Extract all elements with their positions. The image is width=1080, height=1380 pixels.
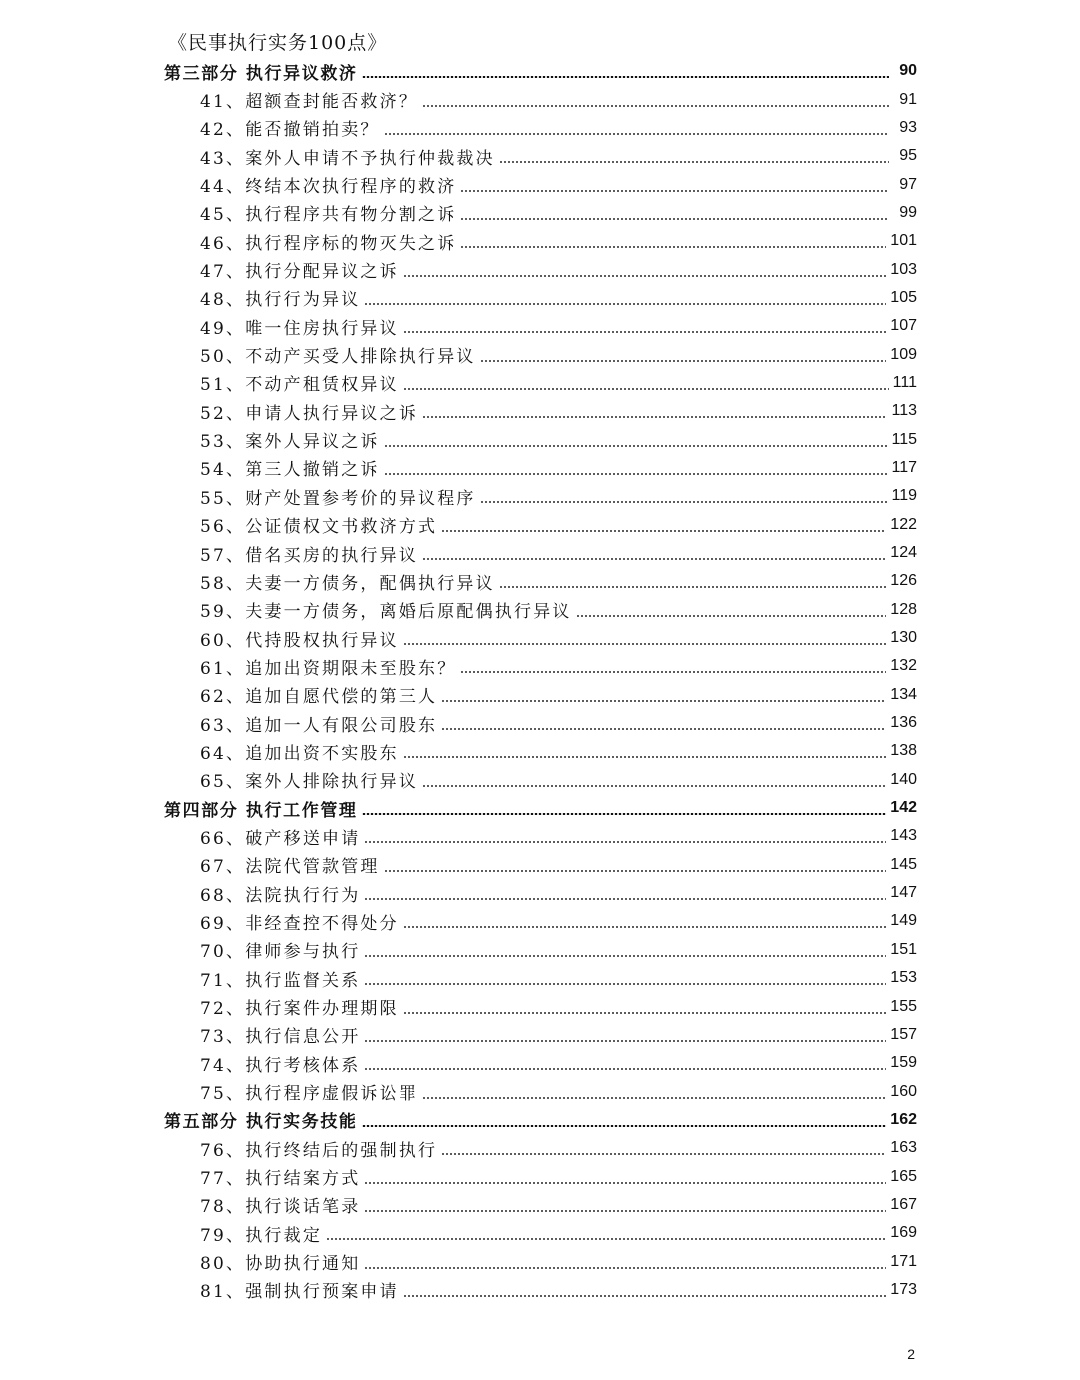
toc-entry-page-number: 169 bbox=[890, 1224, 917, 1242]
toc-entry[interactable] bbox=[0, 255, 1080, 283]
toc-entry-page-number: 167 bbox=[890, 1195, 917, 1213]
toc-entry[interactable] bbox=[0, 227, 1080, 255]
toc-entry-page-number: 97 bbox=[899, 175, 917, 193]
toc-part-heading[interactable] bbox=[0, 1106, 1080, 1134]
dot-leader bbox=[364, 841, 886, 843]
toc-entry-line bbox=[200, 766, 917, 794]
toc-entry[interactable] bbox=[0, 709, 1080, 737]
toc-entry-line bbox=[200, 1276, 917, 1304]
toc-entry-label: 81、强制执行预案申请 bbox=[200, 1282, 399, 1303]
toc-entry[interactable] bbox=[0, 964, 1080, 992]
toc-entry-line bbox=[200, 454, 917, 482]
toc-entry[interactable] bbox=[0, 652, 1080, 680]
document-header-title: 《民事执行实务100点》 bbox=[168, 32, 388, 54]
toc-entry-line bbox=[200, 170, 917, 198]
dot-leader bbox=[576, 615, 887, 617]
dot-leader bbox=[499, 161, 889, 163]
dot-leader bbox=[441, 530, 886, 532]
toc-entry-page-number: 113 bbox=[891, 402, 917, 420]
toc-entry-line bbox=[200, 1077, 917, 1105]
toc-entry-line bbox=[200, 936, 917, 964]
dot-leader bbox=[403, 756, 886, 758]
toc-entry-page-number: 138 bbox=[890, 742, 917, 760]
toc-entry-label: 54、第三人撤销之诉 bbox=[200, 460, 380, 481]
toc-entry-page-number: 130 bbox=[890, 629, 917, 647]
toc-entry-label: 77、执行结案方式 bbox=[200, 1169, 361, 1190]
toc-entry-line bbox=[200, 539, 917, 567]
dot-leader bbox=[362, 813, 887, 815]
toc-entry[interactable] bbox=[0, 511, 1080, 539]
toc-entry-line bbox=[200, 1162, 917, 1190]
toc-entry-label: 70、律师参与执行 bbox=[200, 942, 361, 963]
toc-entry-page-number: 140 bbox=[890, 770, 917, 788]
toc-entry[interactable] bbox=[0, 170, 1080, 198]
toc-entry-line bbox=[164, 794, 917, 822]
dot-leader bbox=[460, 190, 889, 192]
toc-entry-label: 74、执行考核体系 bbox=[200, 1055, 361, 1076]
toc-entry[interactable] bbox=[0, 142, 1080, 170]
toc-entry-page-number: 119 bbox=[891, 487, 917, 505]
toc-entry-label: 55、财产处置参考价的异议程序 bbox=[200, 488, 476, 509]
toc-entry-page-number: 124 bbox=[890, 544, 917, 562]
toc-entry-label: 52、申请人执行异议之诉 bbox=[200, 403, 419, 424]
dot-leader bbox=[362, 1125, 887, 1127]
toc-entry-label: 61、追加出资期限未至股东？ bbox=[200, 658, 457, 679]
toc-entry-label: 76、执行终结后的强制执行 bbox=[200, 1140, 438, 1161]
toc-entry[interactable] bbox=[0, 596, 1080, 624]
toc-entry-page-number: 99 bbox=[899, 203, 917, 221]
toc-entry-page-number: 159 bbox=[890, 1054, 917, 1072]
toc-entry-line bbox=[200, 1219, 917, 1247]
dot-leader bbox=[362, 76, 889, 78]
toc-entry-line bbox=[200, 1247, 917, 1275]
toc-entry-label: 第三部分 执行异议救济 bbox=[164, 63, 358, 84]
toc-entry-label: 第五部分 执行实务技能 bbox=[164, 1112, 358, 1133]
toc-entry[interactable] bbox=[0, 1162, 1080, 1190]
toc-entry-page-number: 91 bbox=[899, 90, 917, 108]
toc-entry[interactable] bbox=[0, 879, 1080, 907]
toc-entry-page-number: 155 bbox=[890, 997, 917, 1015]
dot-leader bbox=[480, 501, 888, 503]
toc-part-heading[interactable] bbox=[0, 57, 1080, 85]
toc-entry-label: 79、执行裁定 bbox=[200, 1225, 323, 1246]
toc-entry-page-number: 171 bbox=[890, 1252, 917, 1270]
toc-entry-page-number: 149 bbox=[890, 912, 917, 930]
dot-leader bbox=[403, 643, 886, 645]
dot-leader bbox=[480, 360, 887, 362]
dot-leader bbox=[441, 1153, 886, 1155]
dot-leader bbox=[364, 1267, 886, 1269]
toc-entry-line bbox=[200, 227, 917, 255]
toc-entry[interactable] bbox=[0, 539, 1080, 567]
dot-leader bbox=[364, 1068, 886, 1070]
toc-entry[interactable] bbox=[0, 766, 1080, 794]
toc-entry-label: 62、追加自愿代偿的第三人 bbox=[200, 687, 438, 708]
toc-entry-line bbox=[200, 255, 917, 283]
toc-entry-line bbox=[200, 709, 917, 737]
toc-entry-label: 46、执行程序标的物灭失之诉 bbox=[200, 233, 457, 254]
toc-entry[interactable] bbox=[0, 369, 1080, 397]
toc-entry-label: 69、非经查控不得处分 bbox=[200, 913, 399, 934]
toc-entry[interactable] bbox=[0, 1247, 1080, 1275]
toc-entry-label: 第四部分 执行工作管理 bbox=[164, 800, 358, 821]
toc-entry-line bbox=[200, 199, 917, 227]
toc-entry-page-number: 101 bbox=[890, 232, 917, 250]
toc-entry-label: 41、超额查封能否救济？ bbox=[200, 92, 419, 113]
toc-entry-line bbox=[200, 964, 917, 992]
dot-leader bbox=[403, 275, 886, 277]
toc-entry-page-number: 95 bbox=[899, 147, 917, 165]
toc-entry[interactable] bbox=[0, 199, 1080, 227]
dot-leader bbox=[384, 133, 889, 135]
toc-entry[interactable] bbox=[0, 425, 1080, 453]
toc-entry-line bbox=[200, 624, 917, 652]
toc-entry-label: 80、协助执行通知 bbox=[200, 1254, 361, 1275]
toc-entry-label: 51、不动产租赁权异议 bbox=[200, 375, 399, 396]
toc-entry[interactable] bbox=[0, 992, 1080, 1020]
toc-entry[interactable] bbox=[0, 907, 1080, 935]
toc-entry-label: 60、代持股权执行异议 bbox=[200, 630, 399, 651]
dot-leader bbox=[364, 1210, 886, 1212]
dot-leader bbox=[403, 1295, 886, 1297]
toc-entry-page-number: 173 bbox=[890, 1280, 917, 1298]
toc-entry-line bbox=[200, 1134, 917, 1162]
toc-entry-page-number: 90 bbox=[899, 62, 917, 80]
toc-entry-line bbox=[200, 907, 917, 935]
toc-entry-line bbox=[200, 992, 917, 1020]
toc-entry-page-number: 143 bbox=[890, 827, 917, 845]
toc-entry[interactable] bbox=[0, 1049, 1080, 1077]
toc-entry-page-number: 128 bbox=[890, 600, 917, 618]
toc-entry-line bbox=[200, 1191, 917, 1219]
toc-entry-label: 64、追加出资不实股东 bbox=[200, 743, 399, 764]
toc-entry[interactable] bbox=[0, 737, 1080, 765]
toc-entry-page-number: 122 bbox=[890, 515, 917, 533]
toc-entry-page-number: 117 bbox=[891, 458, 917, 476]
toc-entry-page-number: 93 bbox=[899, 118, 917, 136]
toc-entry-page-number: 151 bbox=[890, 940, 917, 958]
toc-entry-line bbox=[200, 652, 917, 680]
toc-entry[interactable] bbox=[0, 1134, 1080, 1162]
dot-leader bbox=[364, 955, 886, 957]
toc-entry-line bbox=[200, 397, 917, 425]
toc-entry[interactable] bbox=[0, 482, 1080, 510]
toc-entry-line bbox=[200, 85, 917, 113]
toc-entry-page-number: 162 bbox=[890, 1110, 917, 1128]
toc-entry-page-number: 145 bbox=[890, 855, 917, 873]
toc-entry[interactable] bbox=[0, 114, 1080, 142]
toc-entry[interactable] bbox=[0, 822, 1080, 850]
toc-entry-page-number: 105 bbox=[890, 288, 917, 306]
toc-entry-page-number: 147 bbox=[890, 884, 917, 902]
toc-entry-label: 50、不动产买受人排除执行异议 bbox=[200, 347, 476, 368]
dot-leader bbox=[364, 1040, 886, 1042]
dot-leader bbox=[403, 926, 886, 928]
table-of-contents bbox=[0, 57, 1080, 1304]
toc-entry[interactable] bbox=[0, 681, 1080, 709]
toc-entry-line bbox=[164, 57, 917, 85]
toc-entry[interactable] bbox=[0, 284, 1080, 312]
dot-leader bbox=[403, 331, 886, 333]
toc-entry-label: 43、案外人申请不予执行仲裁裁决 bbox=[200, 148, 495, 169]
dot-leader bbox=[364, 303, 886, 305]
toc-entry-line bbox=[200, 142, 917, 170]
toc-entry-label: 42、能否撤销拍卖？ bbox=[200, 120, 380, 141]
toc-entry-line bbox=[200, 114, 917, 142]
dot-leader bbox=[403, 388, 889, 390]
dot-leader bbox=[422, 416, 887, 418]
toc-entry[interactable] bbox=[0, 851, 1080, 879]
toc-entry-label: 75、执行程序虚假诉讼罪 bbox=[200, 1084, 419, 1105]
toc-entry[interactable] bbox=[0, 1191, 1080, 1219]
toc-entry-label: 63、追加一人有限公司股东 bbox=[200, 715, 438, 736]
toc-entry-line bbox=[200, 822, 917, 850]
toc-entry-label: 65、案外人排除执行异议 bbox=[200, 772, 419, 793]
dot-leader bbox=[499, 586, 886, 588]
toc-entry-page-number: 136 bbox=[890, 714, 917, 732]
dot-leader bbox=[364, 983, 886, 985]
toc-entry[interactable] bbox=[0, 85, 1080, 113]
toc-entry-label: 56、公证债权文书救济方式 bbox=[200, 517, 438, 538]
toc-entry-label: 59、夫妻一方债务，离婚后原配偶执行异议 bbox=[200, 602, 572, 623]
toc-entry[interactable] bbox=[0, 1077, 1080, 1105]
toc-entry[interactable] bbox=[0, 1219, 1080, 1247]
dot-leader bbox=[460, 218, 889, 220]
toc-entry-label: 66、破产移送申请 bbox=[200, 828, 361, 849]
toc-entry-page-number: 111 bbox=[892, 373, 917, 391]
toc-entry-line bbox=[200, 681, 917, 709]
toc-entry-label: 49、唯一住房执行异议 bbox=[200, 318, 399, 339]
toc-entry-page-number: 132 bbox=[890, 657, 917, 675]
toc-entry-line bbox=[200, 1049, 917, 1077]
toc-entry-page-number: 153 bbox=[890, 969, 917, 987]
dot-leader bbox=[441, 700, 886, 702]
dot-leader bbox=[384, 445, 888, 447]
toc-entry-line bbox=[164, 1106, 917, 1134]
toc-entry[interactable] bbox=[0, 340, 1080, 368]
toc-part-heading[interactable] bbox=[0, 794, 1080, 822]
toc-entry-page-number: 134 bbox=[890, 685, 917, 703]
dot-leader bbox=[422, 1097, 886, 1099]
toc-entry-line bbox=[200, 369, 917, 397]
dot-leader bbox=[384, 870, 887, 872]
dot-leader bbox=[403, 1012, 886, 1014]
toc-entry-label: 53、案外人异议之诉 bbox=[200, 432, 380, 453]
toc-entry-label: 78、执行谈话笔录 bbox=[200, 1197, 361, 1218]
toc-entry-line bbox=[200, 312, 917, 340]
toc-entry-line bbox=[200, 482, 917, 510]
toc-entry-line bbox=[200, 567, 917, 595]
toc-entry-line bbox=[200, 879, 917, 907]
toc-entry-line bbox=[200, 851, 917, 879]
dot-leader bbox=[364, 898, 886, 900]
toc-entry-page-number: 163 bbox=[890, 1139, 917, 1157]
toc-entry-page-number: 165 bbox=[890, 1167, 917, 1185]
toc-entry-line bbox=[200, 737, 917, 765]
page-number: 2 bbox=[907, 1346, 915, 1362]
dot-leader bbox=[441, 728, 886, 730]
toc-entry-label: 73、执行信息公开 bbox=[200, 1027, 361, 1048]
dot-leader bbox=[460, 246, 886, 248]
toc-entry[interactable] bbox=[0, 454, 1080, 482]
toc-entry-page-number: 107 bbox=[890, 317, 917, 335]
toc-entry-label: 72、执行案件办理期限 bbox=[200, 999, 399, 1020]
toc-entry-page-number: 103 bbox=[890, 260, 917, 278]
toc-entry-label: 67、法院代管款管理 bbox=[200, 857, 380, 878]
dot-leader bbox=[422, 785, 886, 787]
toc-entry-line bbox=[200, 511, 917, 539]
toc-entry-line bbox=[200, 425, 917, 453]
toc-entry-label: 58、夫妻一方债务，配偶执行异议 bbox=[200, 573, 495, 594]
dot-leader bbox=[326, 1238, 886, 1240]
toc-entry[interactable] bbox=[0, 1021, 1080, 1049]
toc-entry-line bbox=[200, 1021, 917, 1049]
toc-entry-label: 45、执行程序共有物分割之诉 bbox=[200, 205, 457, 226]
toc-entry-page-number: 126 bbox=[890, 572, 917, 590]
dot-leader bbox=[422, 105, 889, 107]
toc-entry-page-number: 157 bbox=[890, 1025, 917, 1043]
toc-entry-label: 57、借名买房的执行异议 bbox=[200, 545, 419, 566]
toc-entry[interactable] bbox=[0, 397, 1080, 425]
toc-entry-page-number: 160 bbox=[890, 1082, 917, 1100]
toc-entry-label: 48、执行行为异议 bbox=[200, 290, 361, 311]
dot-leader bbox=[460, 671, 886, 673]
toc-entry-label: 71、执行监督关系 bbox=[200, 970, 361, 991]
toc-entry-line bbox=[200, 596, 917, 624]
toc-entry-line bbox=[200, 284, 917, 312]
toc-entry-page-number: 109 bbox=[890, 345, 917, 363]
toc-entry-line bbox=[200, 340, 917, 368]
toc-entry[interactable] bbox=[0, 567, 1080, 595]
toc-entry-page-number: 142 bbox=[890, 799, 917, 817]
toc-entry-label: 47、执行分配异议之诉 bbox=[200, 262, 399, 283]
toc-entry[interactable] bbox=[0, 312, 1080, 340]
toc-entry[interactable] bbox=[0, 624, 1080, 652]
dot-leader bbox=[384, 473, 888, 475]
dot-leader bbox=[422, 558, 886, 560]
toc-entry[interactable] bbox=[0, 936, 1080, 964]
toc-entry-page-number: 115 bbox=[891, 430, 917, 448]
dot-leader bbox=[364, 1182, 886, 1184]
toc-entry-label: 68、法院执行行为 bbox=[200, 885, 361, 906]
toc-entry[interactable] bbox=[0, 1276, 1080, 1304]
toc-entry-label: 44、终结本次执行程序的救济 bbox=[200, 177, 457, 198]
